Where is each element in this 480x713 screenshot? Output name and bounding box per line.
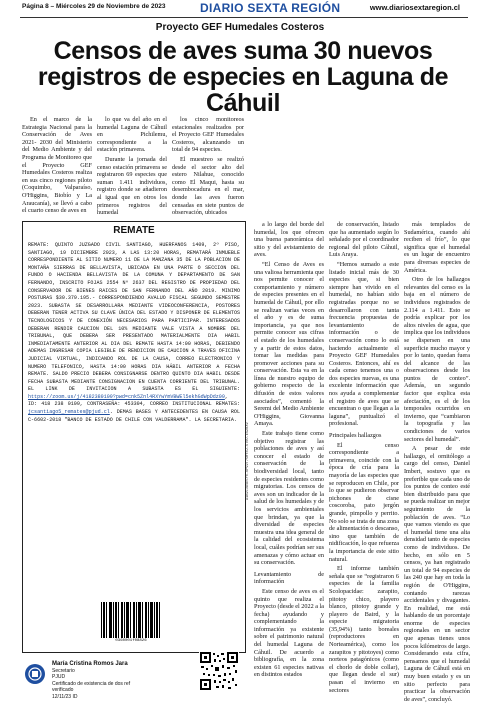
article-kicker: Proyecto GEF Humedales Costeros — [155, 22, 325, 33]
signer-role: Secretario — [52, 667, 75, 674]
barcode-number: 0360001f08826 — [115, 639, 147, 643]
newspaper-name: DIARIO SEXTA REGIÓN — [200, 1, 341, 15]
article-paragraph: Durante la jornada del censo estación primavera se registraron 69 especies que suman 1.411 individuos, registro donde se añadieron al igual que en otros los primeros registros del humedal — [97, 155, 167, 217]
article-paragraph: a lo largo del borde del humedal, los que ofrecen una buena panorámica del sitio y del avistamiento de aves. — [254, 221, 324, 259]
page-date-line: Página 8 – Miércoles 29 de Noviembre de 2023 — [22, 3, 166, 10]
newspaper-website[interactable]: www.diariosextaregion.cl — [369, 3, 460, 12]
article-paragraph: Este censo de aves es el quinto que realiza el Proyecto (desde el 2022 a la fecha) ayudando y complementando la información ya existente sobre el patrimonio natural del humedal Laguna de Cáhuil. De acuerdo a bibliografía, en la zona existen 61 especies nativas en distintos estados — [254, 587, 324, 679]
article-column-6 — [404, 221, 470, 706]
e-signature-block — [22, 658, 152, 698]
remate-title: REMATE — [113, 225, 155, 236]
article-paragraph: El informe también señala que se “registraron 6 especies de la familia Scolopacidae: zarapito, pitotoy chico, playero blanco, pitotoy grande y playero de Baird, y la especie migratoria (35,94%) tanto boreales (reproductores en Norteamérica), como los zarapitos y pitotoyes) como norteos patagónicos (como el chorlo de doble collar), que llegan desde el sur) pasan el invierno en sectores — [329, 565, 399, 694]
barcode-image — [100, 602, 162, 638]
remate-notice — [22, 221, 246, 653]
article-paragraph: El muestreo se realizó desde el sector alto del estero Nilahue, conocido como El Maqui, hasta su desembocadura en el mar, donde las aves fueron censadas en siete puntos de observación, ubicados — [172, 155, 244, 217]
remate-email-link[interactable]: jcsantiago5_remates@pjud.cl — [28, 409, 110, 416]
article-paragraph: lo que va del año en el humedal Laguna de Cáhuil en Pichilemu, correspondiente a la estación primavera. — [97, 116, 167, 154]
article-paragraph: “Hemos sumado a este listado inicial más de 30 especies que, si bien siempre han vivido en el humedal, no habían sido registradas porque no se desarrollaron con tanta frecuencia propuestas de levantamiento de información o de conservación como lo está haciendo actualmente el Proyecto GEF Humedales Costeros. Entonces, ahí es cada censo tenemos una o dos especies nuevas, es una excelente información que nos ayuda a complementar el registro de aves que se encuentran o que llegan a la laguna”, puntualizó el profesional. — [329, 260, 399, 428]
article-column-1 — [22, 116, 92, 219]
signer-name: María Cristina Romos Jara — [52, 661, 128, 667]
signer-org: PJUD — [52, 674, 66, 680]
remate-text: REMATE: QUINTO JUZGADO CIVIL SANTIAGO, HUERFANOS 1409, 2º PISO, SANTIAGO, 19 DICIEMBRE 2023, A LAS 13:20 HORAS, REMATARÁ INMUEBLE CORRESPONDIENTE AL SITIO NUMERO 11 DE LA MANZANA 35 DE LA POBLACION DE MONTAÑA SIERRAS DE BELLAVISTA, UBICADA EN UNA PARTE O SECCION DEL FUNDO O HACIENDA BELLAVISTA DE LA COMUNA Y DEPARTAMENTO DE SAN FERNANDO, INSCRITO FOJAS 2554 Nº 2637 DEL REGISTRO DE PROPIEDAD DEL CONSERVADOR DE BIENES RAICES DE SAN FERNANDO DEL AÑO 2019. MINIMO POSTURAS $30.379.195.- CORRESPONDIENDO AVALUO FISCAL SEGUNDO SEMESTRE 2023. SUBASTA SE DESARROLLARA MEDIANTE VIDEOCONFERENCIA, POSTORES DEBERAN TENER ACTIVA SU CLAVE ÚNICA DEL ESTADO Y DISPONER DE ELEMENTOS TECNOLOGICOS Y DE CONEXIÓN NECESARIOS PARA PARTICIPAR. INTERESADOS DEBERAN RENDIR CAUCION DEL 10% MEDIANTE VALE VISTA A NOMBRE DEL TRIBUNAL, QUE DEBERA SER PRESENTADO MATERIALMENTE DIA HABIL INMEDIATAMENTE ANTERIOR AL DIA DEL REMATE HASTA 14:00 HORAS, DEBIENDO ADEMAS INGRESAR COPIA LEGIBLE DE RENDICION DE CAUCION A TRAVES OFICINA JUDICIAL VIRTUAL, INDICANDO ROL DE LA CAUSA, CORREO ELECTRONICO Y NUMERO TELEFONICO, HASTA 14:00 HORAS DIA HÁBIL ANTERIOR A FECHA REMATE. SALDO PRECIO DEBERA CONSIGNARSE DENTRO QUINTO DIA HABIL DESDE FECHA SUBASTA MEDIANTE CONSIGNACION EN CUENTA CORRIENTE DEL TRIBUNAL. EL LINK DE INVITACION A SUBASTA ES EL SIGUIENTE: — [28, 242, 241, 393]
signature-line-1: Certificado de existencia de dos ref verificado — [52, 680, 131, 693]
article-subheading: Levantamiento de información — [254, 570, 324, 586]
zoom-link[interactable]: https://zoom.us/j/4182380109?pwd=cnk5Znl4RXYwYmVBWEl5ekhGdWpDdz09 — [28, 393, 225, 400]
article-headline: Censos de aves suma 30 nuevos registros de especies en Laguna de Cáhuil — [37, 37, 449, 117]
header-divider — [20, 17, 468, 18]
article-column-5 — [329, 221, 399, 706]
remate-body — [28, 242, 240, 424]
article-paragraph: En el marco de la Estrategia Nacional para la Conservación de Aves 2021- 2030 del Ministerio del Medio Ambiente y del Programa de Monitoreo que el Proyecto GEF Humedales Costeros realiza en sus cinco regiones piloto (Coquimbo, Valparaíso, O'Higgins, Biobío y La Araucanía), se llevó a cabo el cuarto censo de aves en — [22, 116, 92, 215]
article-subheading: Principales hallazgos — [329, 432, 382, 440]
remate-tail: . DEMAS BASES Y ANTECEDENTES EN CAUSA ROL C-6602-2018 "BANCO DE ESTADO DE CHILE CON VALDERRAMA". LA SECRETARIA. — [28, 409, 240, 423]
article-paragraph: de conservación, listado que ha aumentado según lo señalado por el coordinador regional del piloto Cáhuil, Luis Araya. — [329, 221, 399, 259]
signature-text — [52, 661, 152, 700]
signature-line-2: 12/11/23 ID — [52, 693, 78, 700]
article-paragraph: Otro de los hallazgos relevantes del censo es la baja en el número de individuos registrados de 2.114 a 1.411. Esto se podría explicar por los altos niveles de agua, que implica que los individuos se dispersen en una superficie mucho mayor y por lo tanto, quedan fuera del alcance de las observaciones desde los puntos de conteo”. Además, un segundo factor que explica esta afectación, es el de los temporales ocurridos en invierno, que “cambiaron la topografía y las condiciones de varios sectores del humedal”. — [404, 276, 470, 443]
article-column-2 — [97, 116, 167, 219]
article-paragraph: “El Censo de Aves es una valiosa herramienta que nos permite conocer el comportamiento y número de especies presentes en el humedal de Cáhuil, por ello se realizan varias veces en el año y es de suma importancia, ya que nos permite conocer sus cifras el estado de los humedales y a partir de estos datos, tomar las medidas para promover acciones para su conservación. Esta va en la línea de nuestro equipo de gobierno respecto de la difusión de estos valores asociados”, comentó la Seremi del Medio Ambiente O'Higgins, Giovanna Amaya. — [254, 260, 324, 428]
qr-code-image — [199, 651, 239, 691]
article-paragraph: A pesar de este hallazgo, el ornitólogo a cargo del censo, Daniel Imbert, sostuvo que es preferible que cada uno de los puntos de conteo esté bien distribuido para que se pueda realizar un mejor seguimiento de la población de aves. “Lo que vamos viendo es que el humedal tiene una alta densidad tanto de especies como de individuos. De hecho, en sólo en 5 censos, ya han registrado un total de 94 especies de las 240 que hay en toda la región de O'Higgins, contando rarezas accidentales y divagantes. En realidad, me está hablando de un porcentaje enorme de especies regionales en un sector que apenas tienes unos pocos kilómetros de largo. Considerando esta cifra, pensamos que el humedal Laguna de Cáhuil está en muy buen estado y es un sitio perfecto para practicar la observación de aves”, concluyó. — [404, 445, 470, 703]
article-paragraph: Este trabajo tiene como objetivo registrar las poblaciones de aves y así conocer el estado de conservación de la biodiversidad local, tanto de especies residentes como migratorias. Los censos de aves son un indicador de la salud de los humedales y de los servicios ambientales que brindan, ya que la diversidad de especies muestra una idea general de la calidad del ecosistema local, cuáles podrían ser sus amenazas y cómo actuar en su conservación. — [254, 430, 324, 567]
article-paragraph: más templados de Sudamérica, cuando ahí reciben el frío”, lo que significa que el humedal es un lugar de encuentro para diversas especies de América. — [404, 221, 470, 274]
article-paragraph: El censo correspondiente a primavera, coincide con la época de cría para la mayoría de las especies que se reproducen en Chile, por lo que se pudieron observar pichones de cisne coscoroba, pato jergón grande, pimpollo y perrito. No solo se trata de una zona de alimentación o descanso, sino que también de nidificación, lo que refuerza la importancia de este sitio natural. — [329, 441, 399, 563]
article-column-4 — [254, 221, 324, 706]
vertical-verification-code: A1B2C3D4E5F6-OP92T75HY8J-4T6O-E4Z8X9 — [246, 422, 250, 500]
page-header — [0, 0, 480, 18]
remate-credentials: , ID: 418 238 0109, CONTRASEÑA: 453304, CORREO INSTITUCIONAL REMATES: — [28, 393, 240, 408]
article-paragraph: los cinco monitoreos estacionales realizados por el Proyecto GEF Humedales Costeros, alcanzando un total de 94 especies. — [172, 116, 244, 154]
article-column-3 — [172, 116, 244, 219]
pjud-seal-icon — [24, 663, 46, 685]
